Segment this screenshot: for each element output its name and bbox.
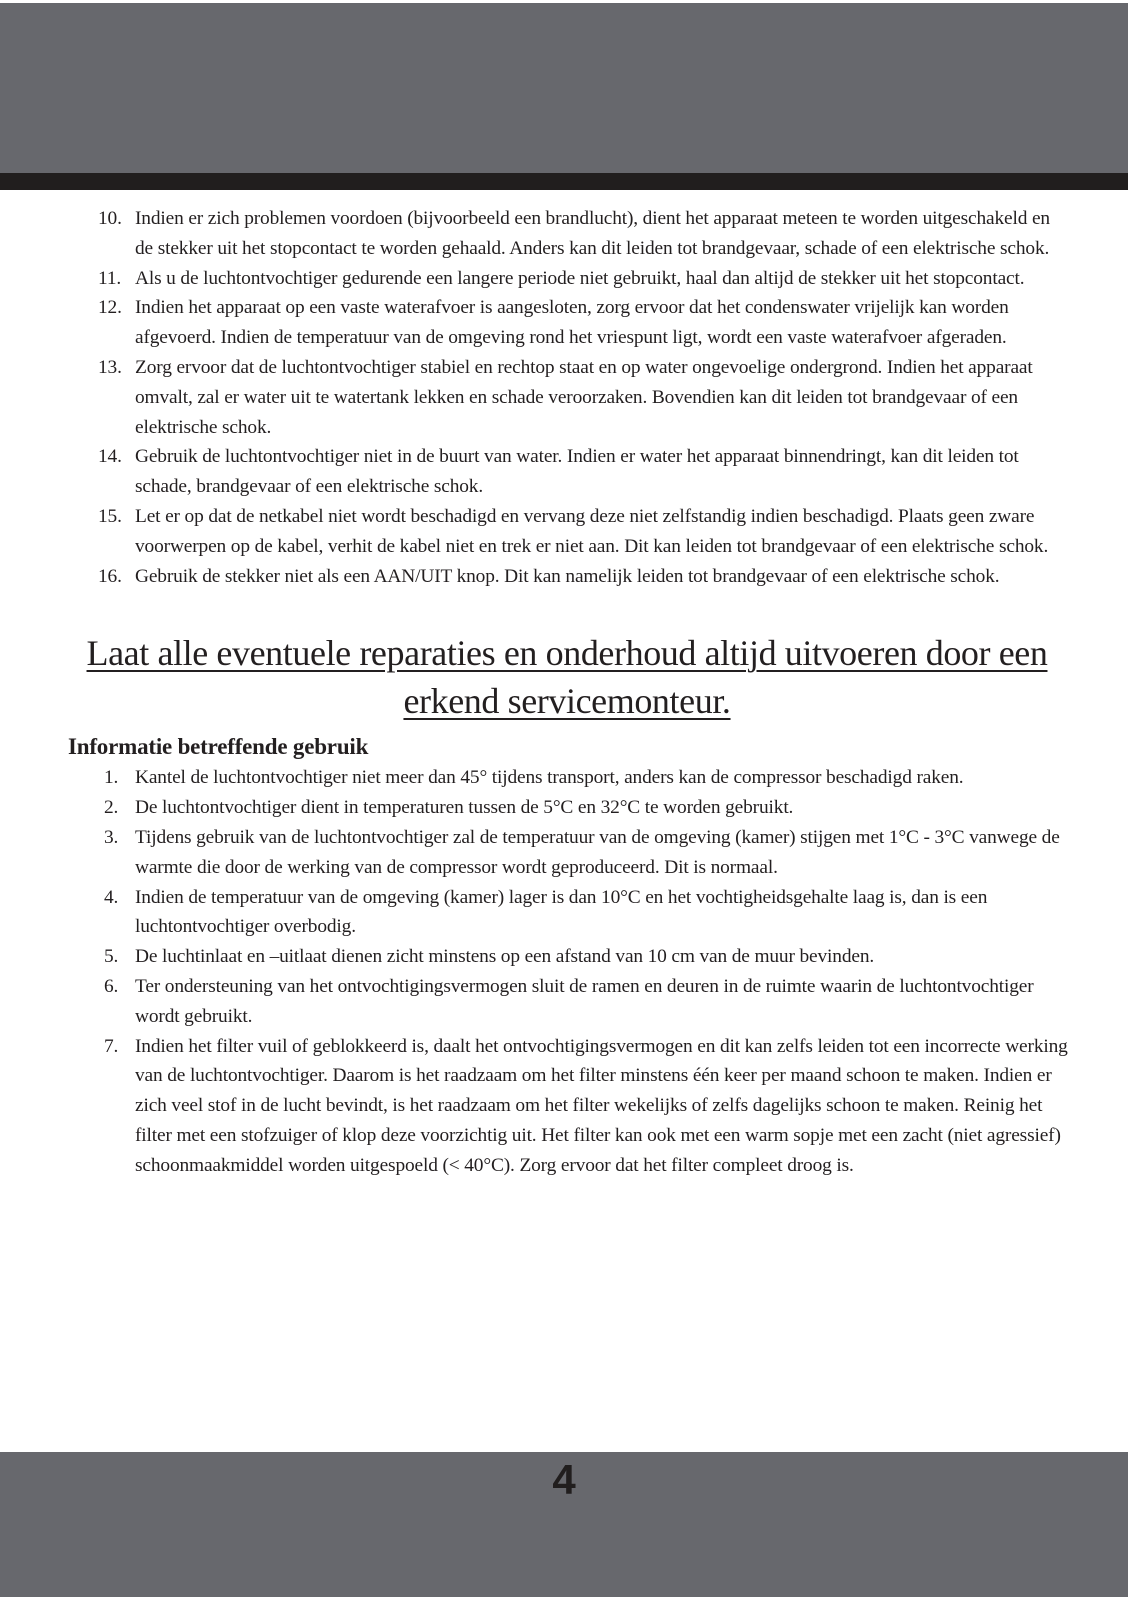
list-item-number: 6.: [104, 975, 119, 997]
page-content: [0, 204, 1130, 1181]
list-item-number: 1.: [104, 767, 119, 789]
page-number: 4: [552, 1456, 576, 1503]
list-item-text: De luchtontvochtiger dient in temperaturen tussen de 5°C en 32°C te worden gebruikt.: [135, 797, 794, 819]
list-item-number: 12.: [98, 297, 122, 319]
list-item-text: Kantel de luchtontvochtiger niet meer dan 45° tijdens transport, anders kan de compressor beschadigd raken.: [135, 767, 964, 789]
list-item: [0, 442, 1130, 502]
list-item-text: Indien er zich problemen voordoen (bijvoorbeeld een brandlucht), dient het apparaat meteen te worden uitgeschakeld en de stekker uit het stopcontact te worden gehaald. Anders kan dit leiden tot brandgevaar, schade of een elektrische schok.: [135, 208, 1050, 259]
list-item: [0, 972, 1130, 1032]
list-item-number: 4.: [104, 886, 119, 908]
list-item-text: Indien het apparaat op een vaste waterafvoer is aangesloten, zorg ervoor dat het condenswater vrijelijk kan worden afgevoerd. Indien de temperatuur van de omgeving rond het vriespunt ligt, wordt een vaste waterafvoer afgeraden.: [135, 297, 1009, 349]
list-item: [0, 883, 1130, 943]
list-item-number: 3.: [104, 826, 119, 848]
list-item-number: 13.: [98, 356, 122, 378]
service-notice-heading: Laat alle eventuele reparaties en onderhoud altijd uitvoeren door een erkend servicemonteur.: [86, 633, 1048, 722]
list-item: [0, 204, 1130, 264]
list-item-text: Tijdens gebruik van de luchtontvochtiger zal de temperatuur van de omgeving (kamer) stijgen met 1°C - 3°C vanwege de warmte die door de werking van de compressor wordt geproduceerd. Dit is normaal.: [135, 826, 1060, 878]
list-item: [0, 353, 1130, 442]
list-item: [0, 942, 1130, 972]
section-title: Informatie betreffende gebruik: [68, 734, 369, 760]
list-item-number: 7.: [104, 1035, 119, 1057]
list-item-text: Gebruik de luchtontvochtiger niet in de buurt van water. Indien er water het apparaat binnendringt, kan dit leiden tot schade, brandgevaar of een elektrische schok.: [135, 446, 1019, 498]
header-divider-bar: [0, 173, 1128, 190]
list-item: [0, 763, 1130, 793]
list-item: [0, 264, 1130, 294]
list-item-text: De luchtinlaat en –uitlaat dienen zicht minstens op een afstand van 10 cm van de muur bevinden.: [135, 946, 875, 968]
list-item-text: Let er op dat de netkabel niet wordt beschadigd en vervang deze niet zelfstandig indien beschadigd. Plaats geen zware voorwerpen op de kabel, verhit de kabel niet en trek er niet aan. Dit kan leiden tot brandgevaar of een elektrische schok.: [135, 505, 1049, 557]
list-item: [0, 823, 1130, 883]
list-item: [0, 502, 1130, 562]
usage-information-list: [0, 763, 1130, 1180]
safety-instructions-list: [0, 204, 1130, 591]
list-item-text: Als u de luchtontvochtiger gedurende een langere periode niet gebruikt, haal dan altijd de stekker uit het stopcontact.: [135, 267, 1025, 289]
list-item-text: Ter ondersteuning van het ontvochtigingsvermogen sluit de ramen en deuren in de ruimte waarin de luchtontvochtiger wordt gebruikt.: [135, 975, 1034, 1027]
header-band: [0, 3, 1128, 173]
list-item-text: Indien het filter vuil of geblokkeerd is, daalt het ontvochtigingsvermogen en dit kan zelfs leiden tot een incorrecte werking van de luchtontvochtiger. Daarom is het raadzaam om het filter minstens één keer per maand schoon te maken. Indien er zich veel stof in de lucht bevindt, is het raadzaam om het filter wekelijks of zelfs dagelijks schoon te maken. Reinig het filter met een stofzuiger of klop deze voorzichtig uit. Het filter kan ook met een warm sopje met een zacht (niet agressief) schoonmaakmiddel worden uitgespoeld (< 40°C). Zorg ervoor dat het filter compleet droog is.: [135, 1035, 1068, 1176]
list-item-number: 2.: [104, 797, 119, 819]
list-item-number: 16.: [98, 565, 122, 587]
list-item-text: Gebruik de stekker niet als een AAN/UIT knop. Dit kan namelijk leiden tot brandgevaar of een elektrische schok.: [135, 565, 1000, 587]
list-item: [0, 793, 1130, 823]
list-item: [0, 562, 1130, 592]
list-item-number: 10.: [98, 208, 122, 229]
list-item-number: 15.: [98, 505, 122, 527]
list-item-number: 14.: [98, 446, 122, 468]
list-item: [0, 1032, 1130, 1181]
list-item-number: 11.: [98, 267, 122, 289]
list-item: [0, 293, 1130, 353]
list-item-text: Indien de temperatuur van de omgeving (kamer) lager is dan 10°C en het vochtigheidsgehalte laag is, dan is een luchtontvochtiger overbodig.: [135, 886, 988, 938]
list-item-number: 5.: [104, 946, 119, 968]
list-item-text: Zorg ervoor dat de luchtontvochtiger stabiel en rechtop staat en op water ongevoelige ondergrond. Indien het apparaat omvalt, zal er water uit te watertank lekken en schade veroorzaken. Bovendien kan dit leiden tot brandgevaar of een elektrische schok.: [135, 356, 1033, 438]
